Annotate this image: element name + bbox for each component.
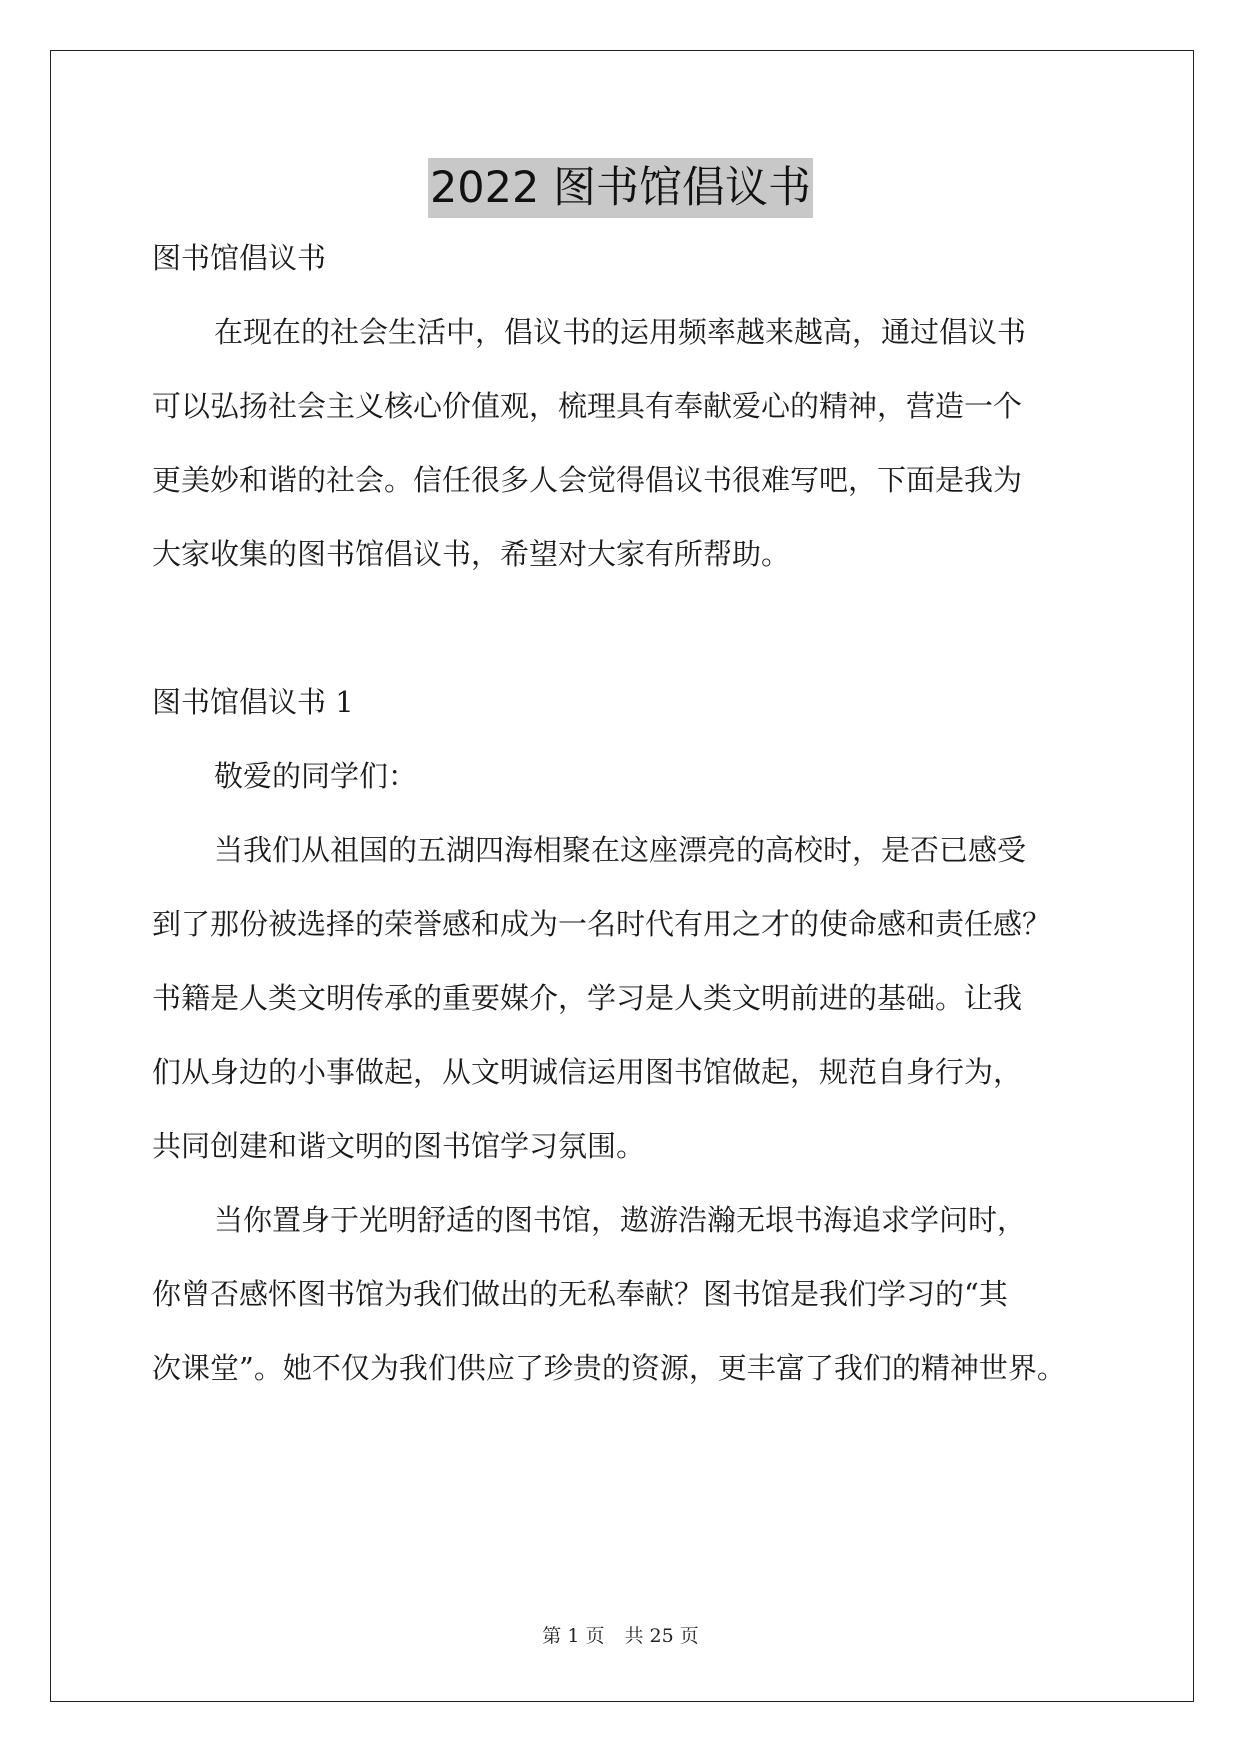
page-footer: [0, 1624, 1241, 1648]
paragraph-line: 大家收集的图书馆倡议书，希望对大家有所帮助。: [152, 537, 791, 571]
paragraph-line: 在现在的社会生活中，倡议书的运用频率越来越高，通过倡议书: [214, 315, 1027, 349]
paragraph-line: 当我们从祖国的五湖四海相聚在这座漂亮的高校时，是否已感受: [214, 833, 1027, 867]
paragraph-line: 可以弘扬社会主义核心价值观，梳理具有奉献爱心的精神，营造一个: [152, 389, 1023, 423]
page-border: [50, 50, 1194, 1702]
section-heading: 图书馆倡议书: [152, 241, 327, 275]
title-container: [0, 158, 1241, 218]
document-title: 2022 图书馆倡议书: [428, 158, 813, 218]
paragraph-line: 们从身边的小事做起，从文明诚信运用图书馆做起，规范自身行为，: [152, 1055, 1023, 1089]
section-heading: 图书馆倡议书 1: [152, 685, 354, 719]
paragraph-line: 当你置身于光明舒适的图书馆，遨游浩瀚无垠书海追求学问时，: [214, 1203, 1027, 1237]
paragraph-line: 到了那份被选择的荣誉感和成为一名时代有用之才的使命感和责任感？: [152, 907, 1052, 941]
paragraph-line: 你曾否感怀图书馆为我们做出的无私奉献？图书馆是我们学习的“其: [152, 1277, 1008, 1311]
paragraph-line: 书籍是人类文明传承的重要媒介，学习是人类文明前进的基础。让我: [152, 981, 1023, 1015]
paragraph-line: 次课堂”。她不仅为我们供应了珍贵的资源，更丰富了我们的精神世界。: [152, 1351, 1066, 1385]
paragraph-line: 更美妙和谐的社会。信任很多人会觉得倡议书很难写吧，下面是我为: [152, 463, 1023, 497]
page-current: 第 1 页: [542, 1625, 605, 1647]
paragraph-line: 共同创建和谐文明的图书馆学习氛围。: [152, 1129, 646, 1163]
salutation: 敬爱的同学们：: [214, 759, 418, 793]
page-total: 共 25 页: [624, 1625, 699, 1647]
